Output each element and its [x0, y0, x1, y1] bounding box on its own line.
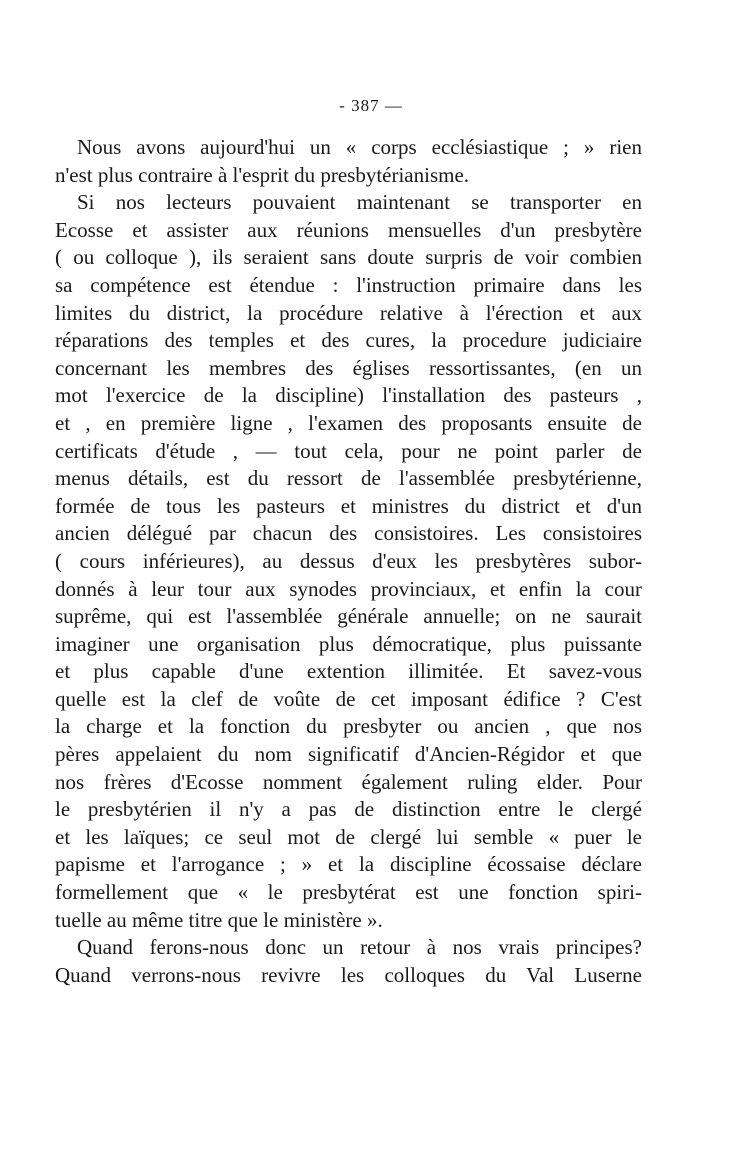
text-line: sa compétence est étendue : l'instruction primaire dans les	[55, 272, 642, 297]
text-line: pères appelaient du nom significatif d'Ancien-Régidor et que	[55, 742, 642, 767]
text-line: n'est plus contraire à l'esprit du presbytérianisme.	[55, 162, 470, 187]
text-line: suprême, qui est l'assemblée générale annuelle; on ne saurait	[55, 604, 642, 629]
text-line: imaginer une organisation plus démocratique, plus puissante	[55, 631, 642, 656]
page-number: - 387 —	[339, 96, 403, 115]
text-line: Quand ferons-nous donc un retour à nos vrais principes?	[77, 935, 642, 960]
text-line: réparations des temples et des cures, la procedure judiciaire	[55, 328, 642, 353]
text-line: ( ou colloque ), ils seraient sans doute surpris de voir combien	[55, 245, 642, 270]
body-text	[55, 134, 642, 989]
text-line: formée de tous les pasteurs et ministres du district et d'un	[55, 493, 642, 518]
text-line: Si nos lecteurs pouvaient maintenant se transporter en	[77, 190, 642, 215]
text-line: certificats d'étude , — tout cela, pour ne point parler de	[55, 438, 642, 463]
text-line: ( cours inférieures), au dessus d'eux les presbytères subor-	[55, 548, 642, 573]
text-line: nos frères d'Ecosse nomment également ruling elder. Pour	[55, 769, 642, 794]
text-line: tuelle au même titre que le ministère ».	[55, 907, 383, 932]
text-line: et , en première ligne , l'examen des proposants ensuite de	[55, 410, 642, 435]
text-line: ancien délégué par chacun des consistoires. Les consistoires	[55, 521, 642, 546]
text-line: quelle est la clef de voûte de cet imposant édifice ? C'est	[55, 686, 642, 711]
text-line: et plus capable d'une extention illimitée. Et savez-vous	[55, 659, 642, 684]
text-line: le presbytérien il n'y a pas de distinction entre le clergé	[55, 797, 642, 822]
text-line: formellement que « le presbytérat est une fonction spiri-	[55, 880, 642, 905]
text-line: Ecosse et assister aux réunions mensuelles d'un presbytère	[55, 217, 642, 242]
text-line: limites du district, la procédure relative à l'érection et aux	[55, 300, 642, 325]
text-line: Quand verrons-nous revivre les colloques du Val Luserne	[55, 962, 642, 987]
text-line: concernant les membres des églises ressortissantes, (en un	[55, 355, 642, 380]
text-line: Nous avons aujourd'hui un « corps ecclésiastique ; » rien	[77, 135, 642, 159]
text-line: la charge et la fonction du presbyter ou ancien , que nos	[55, 714, 642, 739]
text-line: papisme et l'arrogance ; » et la discipline écossaise déclare	[55, 852, 642, 877]
text-line: menus détails, est du ressort de l'assemblée presbytérienne,	[55, 466, 642, 491]
text-line: et les laïques; ce seul mot de clergé lui semble « puer le	[55, 824, 642, 849]
text-line: mot l'exercice de la discipline) l'installation des pasteurs ,	[55, 383, 642, 408]
text-line: donnés à leur tour aux synodes provinciaux, et enfin la cour	[55, 576, 642, 601]
